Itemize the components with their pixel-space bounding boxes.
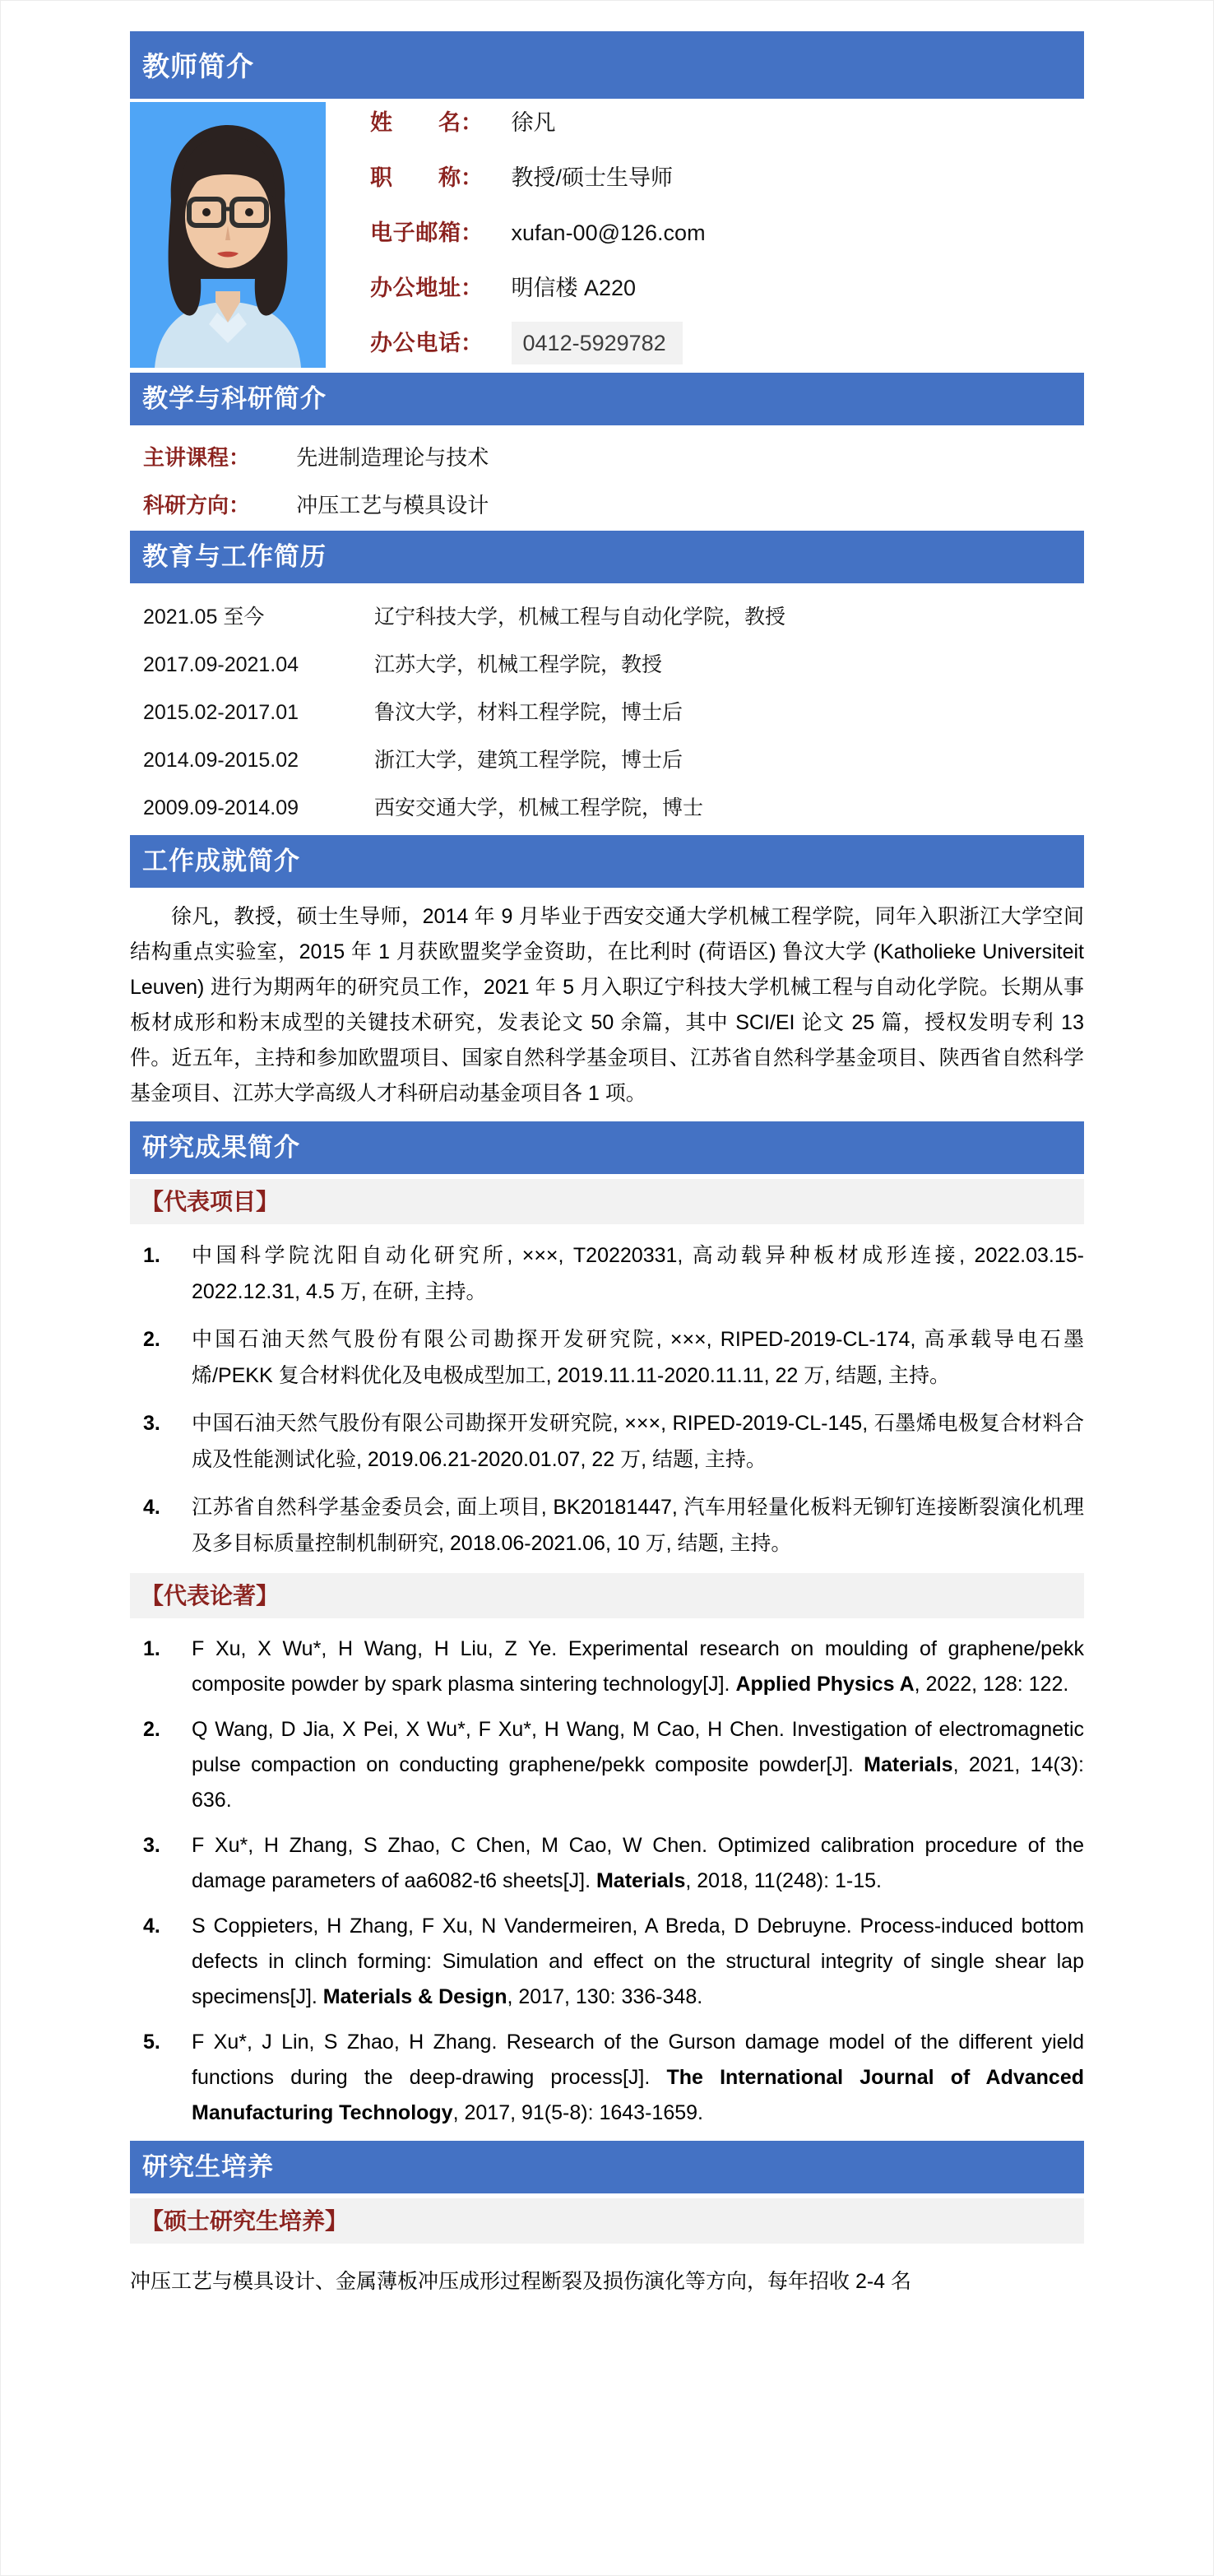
item-number: 3. <box>143 1412 160 1435</box>
education-period: 2021.05 至今 <box>143 606 265 629</box>
section-banner-achievements: 工作成就简介 <box>130 835 1084 888</box>
project-text: 中国科学院沈阳自动化研究所, ×××, T20220331, 高动载异种板材成形连接, 2022.03.15-2022.12.31, 4.5 万, 在研, 主持。 <box>192 1244 1084 1303</box>
project-item <box>130 1321 1084 1394</box>
education-section <box>130 583 1084 835</box>
field-label: 职称： <box>370 165 483 190</box>
publication-text: , 2018, 11(248): 1-15. <box>685 1869 882 1892</box>
education-row <box>143 748 1084 773</box>
field-label: 电子邮箱： <box>370 220 483 245</box>
publication-text: , 2021, 14(3): 636. <box>192 1753 1084 1812</box>
teaching-courses-row <box>143 445 1084 470</box>
publication-text: , 2017, 91(5-8): 1643-1659. <box>452 2101 703 2124</box>
education-period: 2017.09-2021.04 <box>143 653 299 676</box>
item-number: 5. <box>143 2031 160 2054</box>
field-value: 教授/硕士生导师 <box>511 165 674 190</box>
field-value: 明信楼 A220 <box>511 276 637 300</box>
publication-item <box>130 1712 1084 1818</box>
publication-text: F Xu*, H Zhang, S Zhao, C Chen, M Cao, W Chen. Optimized calibration procedure of the damage parameters of aa6082-t6 sheets[J]. <box>192 1834 1084 1892</box>
graduate-training-text: 冲压工艺与模具设计、金属薄板冲压成形过程断裂及损伤演化等方向，每年招收 2-4 名 <box>130 2270 912 2293</box>
education-detail: 浙江大学，建筑工程学院，博士后 <box>374 749 683 772</box>
field-label: 姓名： <box>370 110 483 135</box>
achievements-paragraph: 徐凡，教授，硕士生导师，2014 年 9 月毕业于西安交通大学机械工程学院，同年入职浙江大学空间结构重点实验室，2015 年 1 月获欧盟奖学金资助，在比利时 (荷语区) 鲁汶大学 (Katholieke Universiteit Leuven) 进行为期两年的研究员工作，2021 年 5 月入职辽宁科技大学机械工程与自动化学院。长期从事板材成形和粉末成型的关键技术研究，发表论文 50 余篇，其中 SCI/EI 论文 25 篇，授权发明专利 13 件。近五年，主持和参加欧盟项目、国家自然科学基金项目、江苏省自然科学基金项目、陕西省自然科学基金项目、江苏大学高级人才科研启动基金项目各 1 项。 <box>130 905 1084 1105</box>
publication-item <box>130 1631 1084 1702</box>
field-label: 办公电话： <box>370 331 483 355</box>
field-label: 办公地址： <box>370 276 483 300</box>
publications-list <box>130 1631 1084 2131</box>
section-banner-research: 研究成果简介 <box>130 1121 1084 1174</box>
master-training-subheader: 【硕士研究生培养】 <box>130 2198 1084 2244</box>
project-text: 中国石油天然气股份有限公司勘探开发研究院, ×××, RIPED-2019-CL-145, 石墨烯电极复合材料合成及性能测试化验, 2019.06.21-2020.01.07, 22 万, 结题, 主持。 <box>192 1412 1084 1471</box>
education-detail: 西安交通大学，机械工程学院，博士 <box>374 796 704 819</box>
education-row <box>143 796 1084 820</box>
education-detail: 江苏大学，机械工程学院，教授 <box>374 653 663 676</box>
education-period: 2009.09-2014.09 <box>143 796 299 819</box>
profile-block <box>130 102 1084 368</box>
teaching-section <box>130 425 1084 531</box>
publications-subheader: 【代表论著】 <box>130 1573 1084 1618</box>
teacher-photo <box>130 102 326 368</box>
publication-text: F Xu, X Wu*, H Wang, H Liu, Z Ye. Experimental research on moulding of graphene/pekk composite powder by spark plasma sintering technology[J]. <box>192 1637 1084 1696</box>
row-label: 科研方向： <box>143 493 251 518</box>
row-value: 冲压工艺与模具设计 <box>296 493 489 518</box>
profile-field-email <box>370 220 706 245</box>
item-number: 2. <box>143 1718 160 1741</box>
row-value: 先进制造理论与技术 <box>296 445 489 470</box>
education-detail: 鲁汶大学，材料工程学院，博士后 <box>374 701 683 724</box>
field-value-phone: 0412-5929782 <box>512 322 683 364</box>
publication-text: S Coppieters, H Zhang, F Xu, N Vandermeiren, A Breda, D Debruyne. Process-induced bottom defects in clinch forming: Simulation and effect on the structural integrity of single shear lap specimens[J]. <box>192 1915 1084 2008</box>
field-value: 徐凡 <box>511 110 556 135</box>
project-item <box>130 1405 1084 1478</box>
item-number: 4. <box>143 1915 160 1938</box>
project-text: 中国石油天然气股份有限公司勘探开发研究院, ×××, RIPED-2019-CL-174, 高承载导电石墨烯/PEKK 复合材料优化及电极成型加工, 2019.11.11-2020.11.11, 22 万, 结题, 主持。 <box>192 1328 1084 1387</box>
education-period: 2015.02-2017.01 <box>143 701 299 724</box>
profile-field-name <box>370 110 706 135</box>
education-row <box>143 605 1084 629</box>
profile-field-title <box>370 165 706 190</box>
journal-name: The International Journal of Advanced Manufacturing Technology <box>192 2066 1085 2124</box>
publication-item <box>130 1909 1084 2015</box>
profile-field-office <box>370 276 706 300</box>
project-item <box>130 1489 1084 1562</box>
section-banner-profile: 教师简介 <box>130 31 1084 99</box>
section-banner-graduate: 研究生培养 <box>130 2141 1084 2193</box>
section-banner-teaching: 教学与科研简介 <box>130 373 1084 425</box>
publication-item <box>130 1828 1084 1899</box>
projects-subheader: 【代表项目】 <box>130 1179 1084 1224</box>
publication-text: Q Wang, D Jia, X Pei, X Wu*, F Xu*, H Wang, M Cao, H Chen. Investigation of electromagnetic pulse compaction on conducting graphene/pekk composite powder[J]. <box>192 1718 1084 1776</box>
publication-text: F Xu*, J Lin, S Zhao, H Zhang. Research of the Gurson damage model of the different yield functions during the deep-drawing process[J]. <box>192 2031 1084 2089</box>
education-row <box>143 652 1084 677</box>
item-number: 1. <box>143 1244 160 1267</box>
profile-info <box>370 102 706 368</box>
journal-name: Materials & Design <box>322 1985 507 2008</box>
content-column <box>130 1 1084 2300</box>
project-text: 江苏省自然科学基金委员会, 面上项目, BK20181447, 汽车用轻量化板料无铆钉连接断裂演化机理及多目标质量控制机制研究, 2018.06-2021.06, 10 万, 结题, 主持。 <box>192 1496 1084 1555</box>
item-number: 4. <box>143 1496 160 1519</box>
journal-name: Applied Physics A <box>735 1673 915 1696</box>
row-label: 主讲课程： <box>143 445 251 470</box>
item-number: 2. <box>143 1328 160 1351</box>
item-number: 3. <box>143 1834 160 1857</box>
projects-list <box>130 1237 1084 1562</box>
research-direction-row <box>143 493 1084 518</box>
publication-text: , 2017, 130: 336-348. <box>507 1985 703 2008</box>
journal-name: Materials <box>595 1869 686 1892</box>
item-number: 1. <box>143 1637 160 1660</box>
section-banner-education: 教育与工作简历 <box>130 531 1084 583</box>
education-row <box>143 700 1084 725</box>
profile-field-phone <box>370 331 706 355</box>
project-item <box>130 1237 1084 1310</box>
publication-text: , 2022, 128: 122. <box>914 1673 1069 1696</box>
education-period: 2014.09-2015.02 <box>143 749 299 772</box>
publication-item <box>130 2025 1084 2131</box>
field-value-email: xufan-00@126.com <box>511 220 706 245</box>
education-detail: 辽宁科技大学，机械工程与自动化学院，教授 <box>374 606 786 629</box>
journal-name: Materials <box>864 1753 953 1776</box>
